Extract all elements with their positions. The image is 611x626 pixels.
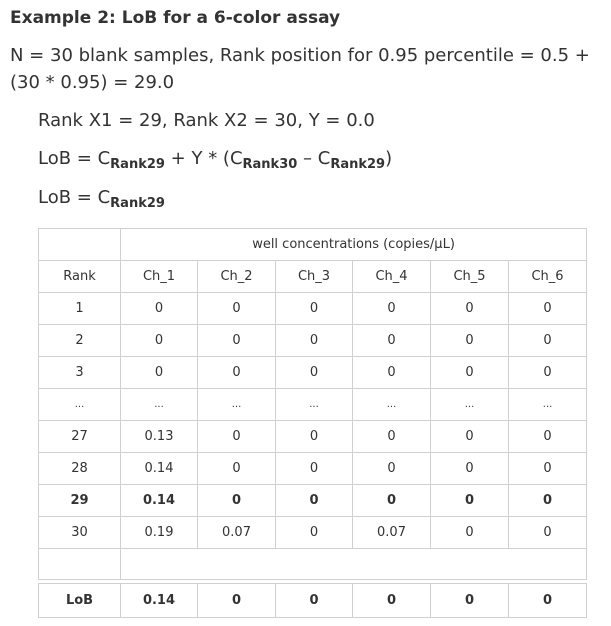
formula-subscript: Rank29	[110, 157, 165, 172]
table-cell: 0	[276, 325, 353, 357]
column-header: Ch_3	[276, 261, 353, 293]
lob-row	[39, 584, 587, 618]
column-header: Ch_6	[509, 261, 587, 293]
column-header: Ch_1	[121, 261, 198, 293]
lob-cell: 0.14	[121, 584, 198, 618]
table-cell: 0	[121, 325, 198, 357]
table-cell: 27	[39, 421, 121, 453]
table-cell: 0	[276, 357, 353, 389]
table-cell: 0	[509, 485, 587, 517]
table-cell: 0	[431, 421, 509, 453]
table-row	[39, 357, 587, 389]
table-cell: 0	[509, 293, 587, 325]
column-header: Ch_5	[431, 261, 509, 293]
table-cell: 0	[276, 421, 353, 453]
table-cell: 0	[198, 357, 276, 389]
table-row	[39, 517, 587, 549]
lob-result-formula	[38, 187, 165, 211]
table-cell: 0	[198, 453, 276, 485]
formula-subscript: Rank29	[110, 196, 165, 211]
table-cell: 0	[431, 357, 509, 389]
formula-text: )	[385, 148, 393, 169]
table-cell: 1	[39, 293, 121, 325]
formula-text: + Y * (C	[164, 148, 243, 169]
table-cell: 0	[509, 421, 587, 453]
table-cell: ...	[198, 389, 276, 421]
empty-header-cell	[39, 229, 121, 261]
table-cell: 0	[353, 293, 431, 325]
table-cell: 0	[509, 357, 587, 389]
table-cell: 3	[39, 357, 121, 389]
table-cell: 0	[276, 485, 353, 517]
table-cell: 28	[39, 453, 121, 485]
table-cell: 0	[431, 325, 509, 357]
table-cell: 0	[353, 357, 431, 389]
group-header: well concentrations (copies/µL)	[121, 229, 587, 261]
table-cell: 0	[431, 517, 509, 549]
lob-cell: 0	[198, 584, 276, 618]
table-cell: 0	[353, 325, 431, 357]
table-cell: ...	[509, 389, 587, 421]
empty-cell	[39, 549, 121, 580]
spacer-row	[39, 549, 587, 580]
lob-cell: 0	[509, 584, 587, 618]
column-header: Rank	[39, 261, 121, 293]
table-cell: 0	[276, 293, 353, 325]
table-cell: ...	[39, 389, 121, 421]
table-cell: ...	[121, 389, 198, 421]
formula-text: LoB = C	[38, 148, 111, 169]
lob-cell: 0	[353, 584, 431, 618]
formula-subscript: Rank30	[242, 157, 298, 172]
rank-formula: Rank X1 = 29, Rank X2 = 30, Y = 0.0	[38, 110, 375, 131]
table-cell: 0.14	[121, 485, 198, 517]
table-cell: 0	[509, 517, 587, 549]
formula-text: LoB = C	[38, 187, 111, 208]
table-cell: 0	[431, 293, 509, 325]
table-cell: 0	[198, 485, 276, 517]
table-cell: 30	[39, 517, 121, 549]
lob-cell: 0	[276, 584, 353, 618]
table-cell: 0.19	[121, 517, 198, 549]
formula-subscript: Rank29	[330, 157, 386, 172]
table-cell: 0	[198, 421, 276, 453]
page-title: Example 2: LoB for a 6-color assay	[10, 8, 341, 28]
lob-cell: LoB	[39, 584, 121, 618]
column-header-row	[39, 261, 587, 293]
formula-text: – C	[297, 148, 331, 169]
description-paragraph: N = 30 blank samples, Rank position for 0.95 percentile = 0.5 + (30 * 0.95) = 29.0	[10, 45, 590, 93]
lob-cell: 0	[431, 584, 509, 618]
table-cell: ...	[431, 389, 509, 421]
table-cell: ...	[276, 389, 353, 421]
table-cell: 0	[276, 517, 353, 549]
concentration-table	[38, 228, 587, 618]
table-cell: 0.13	[121, 421, 198, 453]
table-cell: 0.07	[353, 517, 431, 549]
table-cell: 0	[353, 485, 431, 517]
column-header: Ch_4	[353, 261, 431, 293]
table-row	[39, 453, 587, 485]
table-cell: 0.07	[198, 517, 276, 549]
table-cell: 0	[276, 453, 353, 485]
table-cell: 0	[198, 325, 276, 357]
table-row	[39, 485, 587, 517]
table-cell: 0.14	[121, 453, 198, 485]
column-header: Ch_2	[198, 261, 276, 293]
table-cell: 0	[353, 453, 431, 485]
table-cell: 0	[121, 293, 198, 325]
table-cell: 2	[39, 325, 121, 357]
table-row	[39, 389, 587, 421]
group-header-row	[39, 229, 587, 261]
table-cell: 0	[509, 453, 587, 485]
table-row	[39, 325, 587, 357]
table-row	[39, 421, 587, 453]
table-cell: 0	[431, 453, 509, 485]
empty-cell	[121, 549, 587, 580]
table-cell: 0	[121, 357, 198, 389]
table-cell: ...	[353, 389, 431, 421]
table-cell: 29	[39, 485, 121, 517]
table-cell: 0	[431, 485, 509, 517]
lob-interpolation-formula	[38, 148, 392, 172]
table-cell: 0	[509, 325, 587, 357]
table-cell: 0	[198, 293, 276, 325]
table-cell: 0	[353, 421, 431, 453]
table-row	[39, 293, 587, 325]
